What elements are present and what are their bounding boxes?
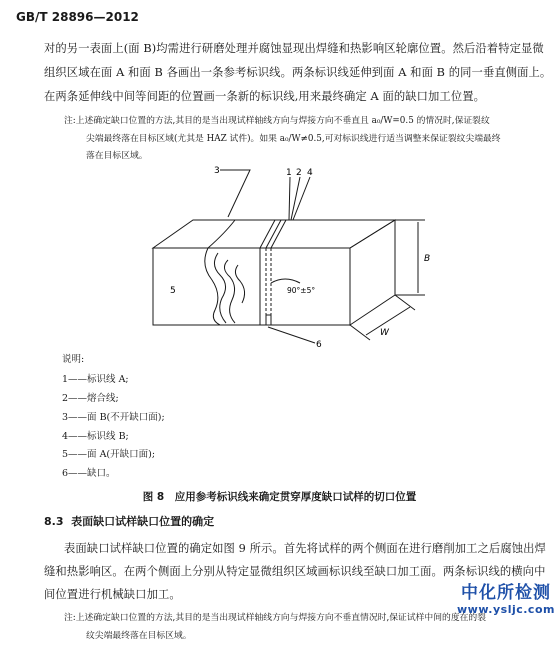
note1-line-1: 注:上述确定缺口位置的方法,其目的是当出现试样轴线方向与焊接方向不垂直且 a₀/W=0.5 的情况时,保证裂纹 [64,116,490,126]
body2-line-1: 表面缺口试样缺口位置的确定如图 9 所示。首先将试样的两个侧面在进行磨削加工之后腐蚀出焊 [64,542,546,555]
haz-front-left [205,248,220,325]
legend-title: 说明: [62,354,85,365]
leader-1 [289,177,290,220]
note2-line-1: 注:上述确定缺口位置的方法,其目的是当出现试样轴线方向与焊接方向不垂直情况时,保证试样中间的度在的裂 [64,613,487,623]
intro-line-3: 在两条延伸线中间等间距的位置画一条新的标识线,用来最终确定 A 面的缺口加工位置。 [44,90,486,103]
weld-bead-2 [224,260,235,323]
dim-w-label: W [380,328,389,338]
leader-3 [220,170,250,217]
note1-line-3: 落在目标区域。 [86,151,148,161]
haz-top-line [208,220,235,248]
intro-line-2: 组织区域在面 A 和面 B 各画出一条参考标识线。两条标识线延伸到面 A 和面 B 的同一垂直侧面上。 [44,66,552,79]
specimen-figure [140,165,450,350]
legend-item: 4——标识线 B; [62,431,129,442]
callout-4: 4 [307,168,313,178]
section-title: 表面缺口试样缺口位置的确定 [71,515,215,528]
watermark-logo [456,578,556,616]
legend-item: 6——缺口。 [62,468,116,479]
watermark-main: 中化所检测 [461,583,551,603]
standard-number: GB/T 28896—2012 [16,10,139,24]
legend-item: 1——标识线 A; [62,374,129,385]
face-a-outline [153,248,350,325]
angle-label: 90°±5° [287,286,316,295]
leader-6 [268,327,315,343]
dim-b-lines [395,220,425,295]
figure-caption: 图 8 应用参考标识线来确定贯穿厚度缺口试样的切口位置 [142,491,417,503]
notch-shape [266,315,271,325]
note2-line-2: 纹尖端最终落在目标区域。 [86,631,192,641]
body2-line-3: 间位置进行机械缺口加工。 [44,588,181,601]
legend-item: 3——面 B(不开缺口面); [62,412,165,423]
legend-item: 5——面 A(开缺口面); [62,449,156,460]
callout-3: 3 [214,166,220,176]
section-number: 8.3 [44,515,64,528]
side-face-outline [350,220,395,325]
intro-line-1: 对的另一表面上(面 B)均需进行研磨处理并腐蚀显现出焊缝和热影响区轮廓位置。然后沿着特定显微 [44,42,544,55]
watermark-url: www.ysljc.com [457,603,555,616]
callout-5: 5 [170,286,176,296]
callout-1: 1 [286,168,292,178]
body2-line-2: 缝和热影响区。在两个侧面上分别从特定显微组织区域画标识线至缺口加工面。两条标识线的横向中 [44,565,546,578]
legend-item: 2——熔合线; [62,393,119,404]
weld-bead-3 [235,265,244,303]
callout-2: 2 [296,168,302,178]
callout-6: 6 [316,340,322,350]
section-heading [44,513,214,529]
angle-arc [271,279,300,283]
dim-b-label: B [424,254,431,264]
note1-line-2: 尖端最终落在目标区域(尤其是 HAZ 试件)。如果 a₀/W≠0.5,可对标识线进行适当调整来保证裂纹尖端最终 [86,134,501,144]
